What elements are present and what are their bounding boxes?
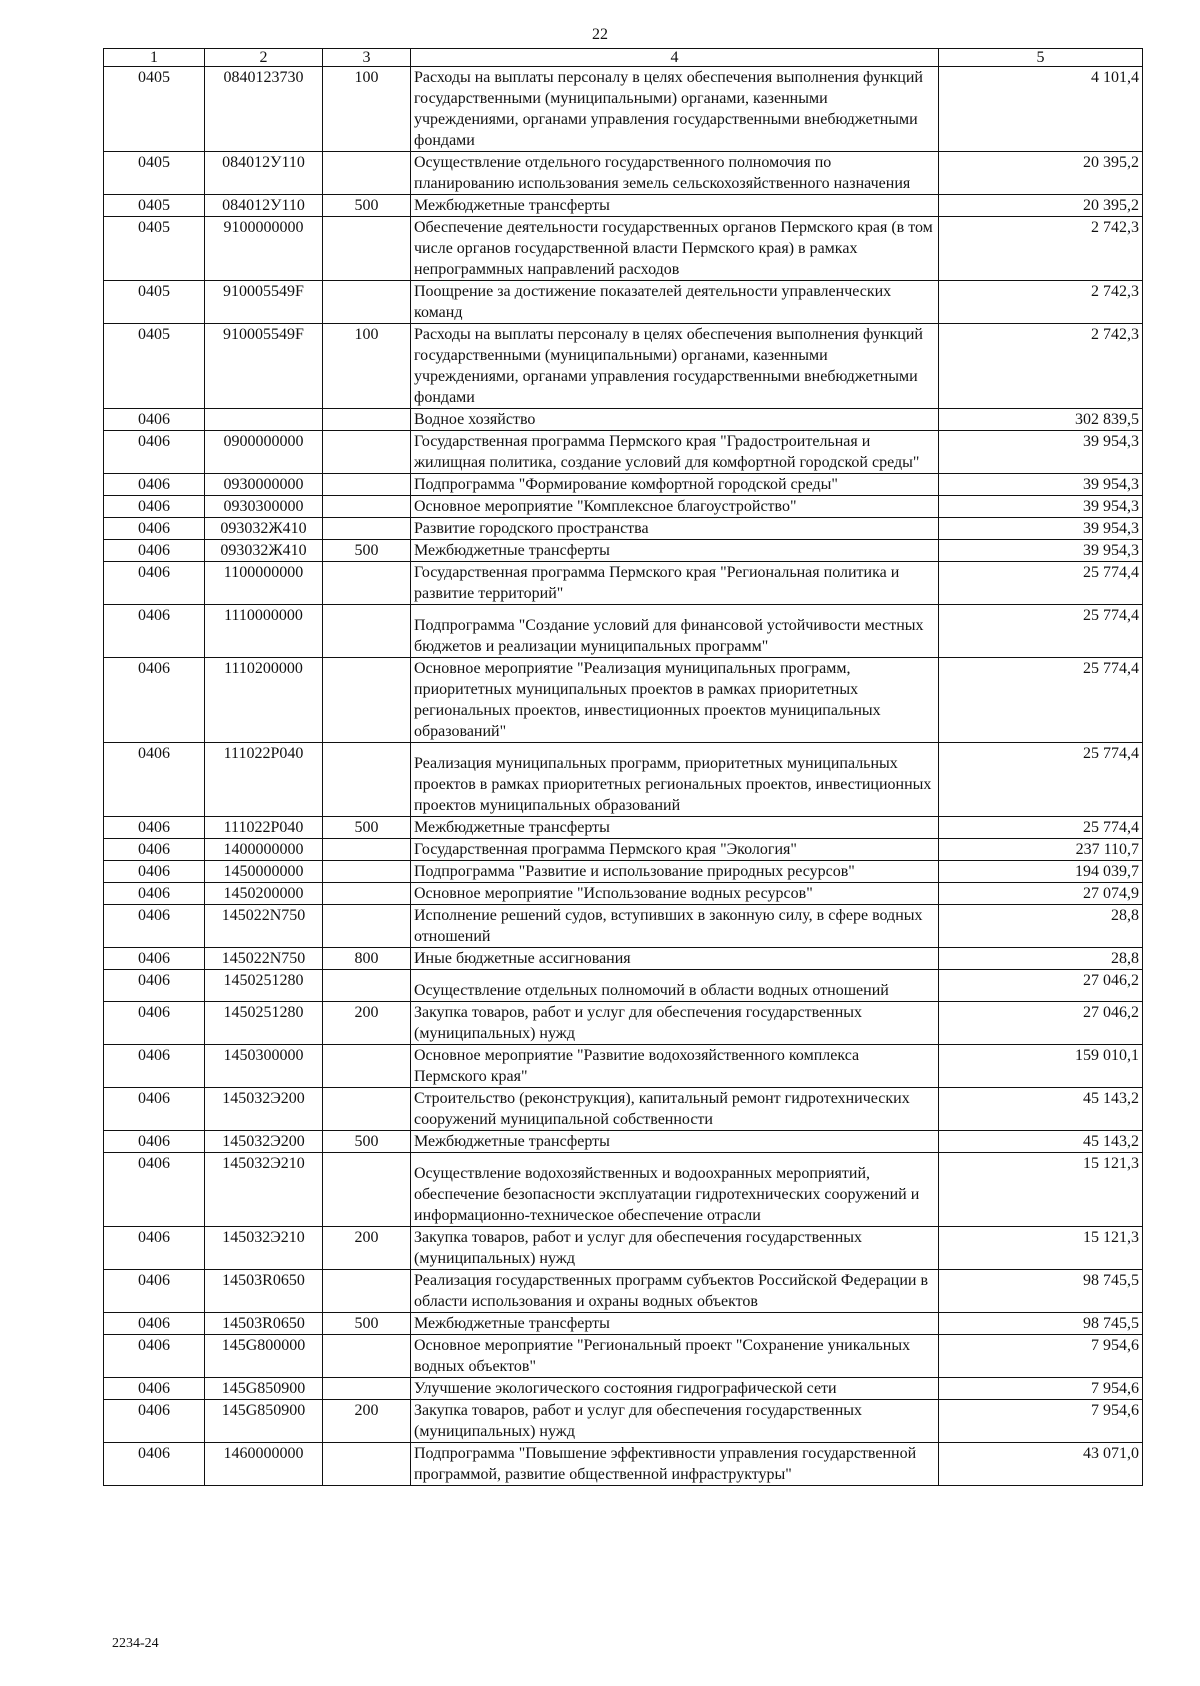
table-row bbox=[104, 743, 1143, 817]
description-cell: Закупка товаров, работ и услуг для обеспечения государственных (муниципальных) нужд bbox=[411, 1002, 939, 1045]
table-row bbox=[104, 1378, 1143, 1400]
amount-cell: 194 039,7 bbox=[939, 861, 1143, 883]
description-cell: Осуществление отдельных полномочий в области водных отношений bbox=[411, 970, 939, 1002]
expense-type-code-cell bbox=[323, 1270, 411, 1313]
expense-type-code-cell: 200 bbox=[323, 1002, 411, 1045]
expense-type-code-cell: 500 bbox=[323, 540, 411, 562]
table-row bbox=[104, 152, 1143, 195]
table-row bbox=[104, 1045, 1143, 1088]
section-code-cell: 0405 bbox=[104, 324, 205, 409]
description-cell: Основное мероприятие "Реализация муниципальных программ, приоритетных муниципальных проектов в рамках приоритетных региональных проектов, инвестиционных проектов муниципальных образований" bbox=[411, 658, 939, 743]
amount-cell: 237 110,7 bbox=[939, 839, 1143, 861]
target-item-code-cell: 145032Э200 bbox=[205, 1088, 323, 1131]
description-cell: Государственная программа Пермского края "Градостроительная и жилищная политика, создание условий для комфортной городской среды" bbox=[411, 431, 939, 474]
description-cell: Основное мероприятие "Развитие водохозяйственного комплекса Пермского края" bbox=[411, 1045, 939, 1088]
description-cell: Межбюджетные трансферты bbox=[411, 540, 939, 562]
section-code-cell: 0406 bbox=[104, 658, 205, 743]
expense-type-code-cell bbox=[323, 970, 411, 1002]
amount-cell: 98 745,5 bbox=[939, 1313, 1143, 1335]
description-cell: Основное мероприятие "Использование водных ресурсов" bbox=[411, 883, 939, 905]
amount-cell: 39 954,3 bbox=[939, 540, 1143, 562]
description-cell: Подпрограмма "Развитие и использование природных ресурсов" bbox=[411, 861, 939, 883]
table-row bbox=[104, 1270, 1143, 1313]
description-cell: Подпрограмма "Формирование комфортной городской среды" bbox=[411, 474, 939, 496]
target-item-code-cell: 111022P040 bbox=[205, 817, 323, 839]
expense-type-code-cell: 800 bbox=[323, 948, 411, 970]
section-code-cell: 0406 bbox=[104, 1002, 205, 1045]
amount-cell: 7 954,6 bbox=[939, 1335, 1143, 1378]
section-code-cell: 0406 bbox=[104, 562, 205, 605]
column-header-expense-type-code: 3 bbox=[323, 49, 411, 67]
amount-cell: 28,8 bbox=[939, 948, 1143, 970]
document-footer-code: 2234-24 bbox=[112, 1636, 159, 1651]
description-cell: Подпрограмма "Создание условий для финансовой устойчивости местных бюджетов и реализации муниципальных программ" bbox=[411, 605, 939, 658]
target-item-code-cell: 1450251280 bbox=[205, 970, 323, 1002]
amount-cell: 25 774,4 bbox=[939, 605, 1143, 658]
target-item-code-cell: 1450200000 bbox=[205, 883, 323, 905]
target-item-code-cell: 1450000000 bbox=[205, 861, 323, 883]
expense-type-code-cell bbox=[323, 905, 411, 948]
description-cell: Исполнение решений судов, вступивших в законную силу, в сфере водных отношений bbox=[411, 905, 939, 948]
amount-cell: 45 143,2 bbox=[939, 1088, 1143, 1131]
amount-cell: 43 071,0 bbox=[939, 1443, 1143, 1486]
table-row bbox=[104, 861, 1143, 883]
target-item-code-cell: 084012У110 bbox=[205, 195, 323, 217]
expense-type-code-cell bbox=[323, 605, 411, 658]
budget-table bbox=[103, 48, 1143, 1486]
amount-cell: 25 774,4 bbox=[939, 817, 1143, 839]
section-code-cell: 0405 bbox=[104, 195, 205, 217]
expense-type-code-cell bbox=[323, 861, 411, 883]
expense-type-code-cell: 500 bbox=[323, 1131, 411, 1153]
description-cell: Осуществление водохозяйственных и водоохранных мероприятий, обеспечение безопасности эксплуатации гидротехнических сооружений и информационно-техническое обеспечение отрасли bbox=[411, 1153, 939, 1227]
table-row bbox=[104, 562, 1143, 605]
amount-cell: 39 954,3 bbox=[939, 518, 1143, 540]
amount-cell: 25 774,4 bbox=[939, 658, 1143, 743]
section-code-cell: 0406 bbox=[104, 1131, 205, 1153]
column-header-target-item-code: 2 bbox=[205, 49, 323, 67]
section-code-cell: 0406 bbox=[104, 496, 205, 518]
section-code-cell: 0406 bbox=[104, 1045, 205, 1088]
section-code-cell: 0406 bbox=[104, 743, 205, 817]
target-item-code-cell: 0840123730 bbox=[205, 67, 323, 152]
section-code-cell: 0406 bbox=[104, 540, 205, 562]
description-cell: Межбюджетные трансферты bbox=[411, 195, 939, 217]
target-item-code-cell: 14503R0650 bbox=[205, 1313, 323, 1335]
target-item-code-cell: 145032Э200 bbox=[205, 1131, 323, 1153]
section-code-cell: 0406 bbox=[104, 1313, 205, 1335]
target-item-code-cell: 1110200000 bbox=[205, 658, 323, 743]
description-cell: Расходы на выплаты персоналу в целях обеспечения выполнения функций государственными (муниципальными) органами, казенными учреждениями, органами управления государственными внебюджетными фондами bbox=[411, 324, 939, 409]
table-row bbox=[104, 905, 1143, 948]
section-code-cell: 0406 bbox=[104, 474, 205, 496]
table-row bbox=[104, 540, 1143, 562]
amount-cell: 2 742,3 bbox=[939, 324, 1143, 409]
target-item-code-cell: 145G850900 bbox=[205, 1400, 323, 1443]
expense-type-code-cell bbox=[323, 562, 411, 605]
target-item-code-cell: 1400000000 bbox=[205, 839, 323, 861]
expense-type-code-cell bbox=[323, 152, 411, 195]
section-code-cell: 0406 bbox=[104, 948, 205, 970]
section-code-cell: 0406 bbox=[104, 1153, 205, 1227]
amount-cell: 39 954,3 bbox=[939, 496, 1143, 518]
section-code-cell: 0406 bbox=[104, 605, 205, 658]
table-body bbox=[104, 67, 1143, 1486]
amount-cell: 45 143,2 bbox=[939, 1131, 1143, 1153]
section-code-cell: 0406 bbox=[104, 1270, 205, 1313]
page-number: 22 bbox=[592, 26, 608, 43]
table-row bbox=[104, 948, 1143, 970]
target-item-code-cell: 093032Ж410 bbox=[205, 518, 323, 540]
amount-cell: 27 046,2 bbox=[939, 970, 1143, 1002]
section-code-cell: 0405 bbox=[104, 152, 205, 195]
table-row bbox=[104, 217, 1143, 281]
section-code-cell: 0406 bbox=[104, 1378, 205, 1400]
table-row bbox=[104, 1002, 1143, 1045]
amount-cell: 20 395,2 bbox=[939, 195, 1143, 217]
expense-type-code-cell bbox=[323, 1045, 411, 1088]
amount-cell: 4 101,4 bbox=[939, 67, 1143, 152]
table-row bbox=[104, 883, 1143, 905]
expense-type-code-cell bbox=[323, 496, 411, 518]
expense-type-code-cell bbox=[323, 1153, 411, 1227]
target-item-code-cell: 0930300000 bbox=[205, 496, 323, 518]
target-item-code-cell: 145022N750 bbox=[205, 948, 323, 970]
target-item-code-cell: 910005549F bbox=[205, 324, 323, 409]
description-cell: Государственная программа Пермского края "Региональная политика и развитие территорий" bbox=[411, 562, 939, 605]
target-item-code-cell: 1460000000 bbox=[205, 1443, 323, 1486]
section-code-cell: 0406 bbox=[104, 839, 205, 861]
expense-type-code-cell bbox=[323, 1335, 411, 1378]
table-row bbox=[104, 1088, 1143, 1131]
expense-type-code-cell bbox=[323, 431, 411, 474]
expense-type-code-cell bbox=[323, 217, 411, 281]
section-code-cell: 0406 bbox=[104, 817, 205, 839]
table-row bbox=[104, 281, 1143, 324]
target-item-code-cell: 1450300000 bbox=[205, 1045, 323, 1088]
table-row bbox=[104, 1131, 1143, 1153]
column-header-section-code: 1 bbox=[104, 49, 205, 67]
table-row bbox=[104, 474, 1143, 496]
table-row bbox=[104, 409, 1143, 431]
description-cell: Межбюджетные трансферты bbox=[411, 1131, 939, 1153]
section-code-cell: 0406 bbox=[104, 970, 205, 1002]
expense-type-code-cell bbox=[323, 883, 411, 905]
amount-cell: 28,8 bbox=[939, 905, 1143, 948]
section-code-cell: 0405 bbox=[104, 67, 205, 152]
description-cell: Закупка товаров, работ и услуг для обеспечения государственных (муниципальных) нужд bbox=[411, 1400, 939, 1443]
target-item-code-cell: 111022P040 bbox=[205, 743, 323, 817]
expense-type-code-cell: 100 bbox=[323, 67, 411, 152]
amount-cell: 2 742,3 bbox=[939, 281, 1143, 324]
description-cell: Основное мероприятие "Комплексное благоустройство" bbox=[411, 496, 939, 518]
expense-type-code-cell bbox=[323, 1443, 411, 1486]
description-cell: Обеспечение деятельности государственных органов Пермского края (в том числе органов государственной власти Пермского края) в рамках непрограммных направлений расходов bbox=[411, 217, 939, 281]
section-code-cell: 0406 bbox=[104, 518, 205, 540]
description-cell: Подпрограмма "Повышение эффективности управления государственной программой, развитие общественной инфраструктуры" bbox=[411, 1443, 939, 1486]
description-cell: Реализация муниципальных программ, приоритетных муниципальных проектов в рамках приоритетных региональных проектов, инвестиционных проектов муниципальных образований bbox=[411, 743, 939, 817]
expense-type-code-cell: 200 bbox=[323, 1227, 411, 1270]
target-item-code-cell: 0930000000 bbox=[205, 474, 323, 496]
target-item-code-cell: 910005549F bbox=[205, 281, 323, 324]
target-item-code-cell: 084012У110 bbox=[205, 152, 323, 195]
section-code-cell: 0406 bbox=[104, 409, 205, 431]
amount-cell: 2 742,3 bbox=[939, 217, 1143, 281]
description-cell: Закупка товаров, работ и услуг для обеспечения государственных (муниципальных) нужд bbox=[411, 1227, 939, 1270]
table-row bbox=[104, 324, 1143, 409]
column-header-amount: 5 bbox=[939, 49, 1143, 67]
table-row bbox=[104, 1153, 1143, 1227]
amount-cell: 39 954,3 bbox=[939, 431, 1143, 474]
amount-cell: 7 954,6 bbox=[939, 1378, 1143, 1400]
description-cell: Иные бюджетные ассигнования bbox=[411, 948, 939, 970]
table-row bbox=[104, 1313, 1143, 1335]
target-item-code-cell: 1100000000 bbox=[205, 562, 323, 605]
section-code-cell: 0406 bbox=[104, 905, 205, 948]
expense-type-code-cell bbox=[323, 281, 411, 324]
expense-type-code-cell: 500 bbox=[323, 817, 411, 839]
target-item-code-cell: 145022N750 bbox=[205, 905, 323, 948]
description-cell: Улучшение экологического состояния гидрографической сети bbox=[411, 1378, 939, 1400]
amount-cell: 27 046,2 bbox=[939, 1002, 1143, 1045]
expense-type-code-cell bbox=[323, 1088, 411, 1131]
table-row bbox=[104, 1227, 1143, 1270]
amount-cell: 98 745,5 bbox=[939, 1270, 1143, 1313]
target-item-code-cell: 1110000000 bbox=[205, 605, 323, 658]
description-cell: Водное хозяйство bbox=[411, 409, 939, 431]
expense-type-code-cell: 100 bbox=[323, 324, 411, 409]
table-row bbox=[104, 817, 1143, 839]
table-row bbox=[104, 839, 1143, 861]
expense-type-code-cell bbox=[323, 518, 411, 540]
expense-type-code-cell: 200 bbox=[323, 1400, 411, 1443]
target-item-code-cell: 145032Э210 bbox=[205, 1153, 323, 1227]
target-item-code-cell: 093032Ж410 bbox=[205, 540, 323, 562]
description-cell: Реализация государственных программ субъектов Российской Федерации в области использования и охраны водных объектов bbox=[411, 1270, 939, 1313]
description-cell: Осуществление отдельного государственного полномочия по планированию использования земель сельскохозяйственного назначения bbox=[411, 152, 939, 195]
description-cell: Межбюджетные трансферты bbox=[411, 817, 939, 839]
description-cell: Межбюджетные трансферты bbox=[411, 1313, 939, 1335]
table-row bbox=[104, 605, 1143, 658]
expense-type-code-cell bbox=[323, 839, 411, 861]
target-item-code-cell: 145G850900 bbox=[205, 1378, 323, 1400]
description-cell: Развитие городского пространства bbox=[411, 518, 939, 540]
description-cell: Строительство (реконструкция), капитальный ремонт гидротехнических сооружений муниципальной собственности bbox=[411, 1088, 939, 1131]
expense-type-code-cell: 500 bbox=[323, 195, 411, 217]
description-cell: Поощрение за достижение показателей деятельности управленческих команд bbox=[411, 281, 939, 324]
section-code-cell: 0406 bbox=[104, 1335, 205, 1378]
expense-type-code-cell bbox=[323, 658, 411, 743]
target-item-code-cell: 9100000000 bbox=[205, 217, 323, 281]
table-row bbox=[104, 1335, 1143, 1378]
table-header-row bbox=[104, 49, 1143, 67]
amount-cell: 39 954,3 bbox=[939, 474, 1143, 496]
description-cell: Основное мероприятие "Региональный проект "Сохранение уникальных водных объектов" bbox=[411, 1335, 939, 1378]
amount-cell: 20 395,2 bbox=[939, 152, 1143, 195]
section-code-cell: 0406 bbox=[104, 1227, 205, 1270]
amount-cell: 27 074,9 bbox=[939, 883, 1143, 905]
section-code-cell: 0406 bbox=[104, 1400, 205, 1443]
expense-type-code-cell bbox=[323, 409, 411, 431]
amount-cell: 25 774,4 bbox=[939, 562, 1143, 605]
table-row bbox=[104, 658, 1143, 743]
amount-cell: 15 121,3 bbox=[939, 1227, 1143, 1270]
table-row bbox=[104, 67, 1143, 152]
table-row bbox=[104, 1400, 1143, 1443]
expense-type-code-cell bbox=[323, 743, 411, 817]
column-header-description: 4 bbox=[411, 49, 939, 67]
section-code-cell: 0406 bbox=[104, 883, 205, 905]
section-code-cell: 0406 bbox=[104, 431, 205, 474]
description-cell: Государственная программа Пермского края "Экология" bbox=[411, 839, 939, 861]
section-code-cell: 0405 bbox=[104, 281, 205, 324]
table-row bbox=[104, 518, 1143, 540]
target-item-code-cell: 145032Э210 bbox=[205, 1227, 323, 1270]
section-code-cell: 0405 bbox=[104, 217, 205, 281]
section-code-cell: 0406 bbox=[104, 1443, 205, 1486]
expense-type-code-cell bbox=[323, 474, 411, 496]
target-item-code-cell: 145G800000 bbox=[205, 1335, 323, 1378]
amount-cell: 15 121,3 bbox=[939, 1153, 1143, 1227]
table-row bbox=[104, 195, 1143, 217]
target-item-code-cell: 14503R0650 bbox=[205, 1270, 323, 1313]
expense-type-code-cell bbox=[323, 1378, 411, 1400]
amount-cell: 159 010,1 bbox=[939, 1045, 1143, 1088]
amount-cell: 7 954,6 bbox=[939, 1400, 1143, 1443]
table-row bbox=[104, 970, 1143, 1002]
table-row bbox=[104, 496, 1143, 518]
target-item-code-cell: 0900000000 bbox=[205, 431, 323, 474]
amount-cell: 25 774,4 bbox=[939, 743, 1143, 817]
target-item-code-cell bbox=[205, 409, 323, 431]
table-row bbox=[104, 431, 1143, 474]
description-cell: Расходы на выплаты персоналу в целях обеспечения выполнения функций государственными (муниципальными) органами, казенными учреждениями, органами управления государственными внебюджетными фондами bbox=[411, 67, 939, 152]
expense-type-code-cell: 500 bbox=[323, 1313, 411, 1335]
table-row bbox=[104, 1443, 1143, 1486]
section-code-cell: 0406 bbox=[104, 1088, 205, 1131]
target-item-code-cell: 1450251280 bbox=[205, 1002, 323, 1045]
amount-cell: 302 839,5 bbox=[939, 409, 1143, 431]
section-code-cell: 0406 bbox=[104, 861, 205, 883]
